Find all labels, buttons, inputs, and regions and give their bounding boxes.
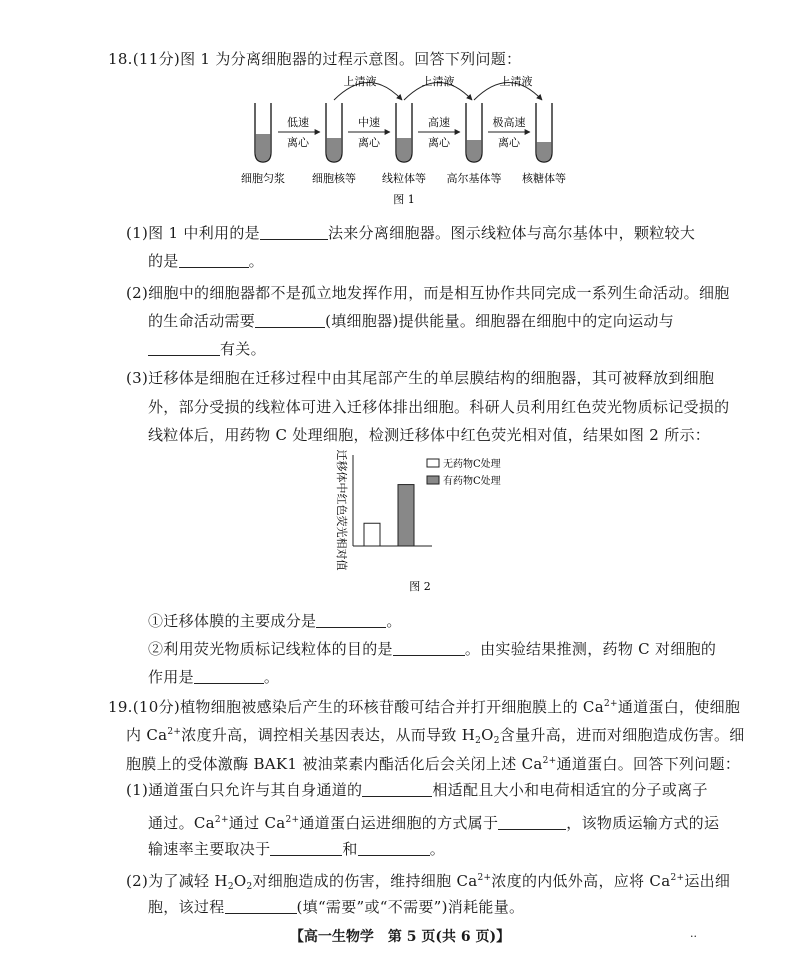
figure-2-chart [320, 450, 540, 600]
supernatant-label-2: 上清液 [421, 75, 455, 88]
tube-label-5: 核糖体等 [522, 172, 566, 185]
answer-blank-9[interactable] [498, 815, 566, 830]
step-4-top: 极高速 [492, 116, 526, 129]
q18-part2-line1: (2)细胞中的细胞器都不是孤立地发挥作用，而是相互协作共同完成一系列生命活动。细胞 [126, 284, 730, 302]
tube-label-1: 细胞匀浆 [241, 172, 285, 185]
tube-3 [396, 103, 412, 162]
q18-part1-line2: 的是 。 [148, 252, 264, 270]
answer-blank-10[interactable] [270, 841, 342, 856]
q18-sub2-line2: 作用是 。 [148, 668, 280, 686]
q18-sub2-line1: ②利用荧光物质标记线粒体的目的是 。由实验结果推测，药物 C 对细胞的 [148, 640, 717, 658]
q19-part1-line3: 输速率主要取决于 和 。 [148, 840, 446, 858]
answer-blank-2[interactable] [179, 253, 249, 268]
answer-blank-1[interactable] [260, 225, 328, 240]
q19-part2-line1: (2)为了减轻 $H_2O_2$对细胞造成的伤害，维持细胞 $Ca^{2+}$浓度的内低外高，应将 $Ca^{2+}$运出细 [126, 872, 731, 892]
legend-label-1: 无药物C处理 [443, 459, 501, 470]
answer-blank-12[interactable] [225, 899, 297, 914]
q18-part2-line2: 的生命活动需要 (填细胞器)提供能量。细胞器在细胞中的定向运动与 [148, 312, 675, 330]
legend-swatch-2 [427, 476, 439, 484]
q18-heading [108, 49, 521, 69]
q18-part3-line2: 外，部分受损的线粒体可进入迁移体排出细胞。科研人员利用红色荧光物质标记受损的 [148, 398, 730, 416]
q19-line2: 内 $Ca^{2+}$浓度升高，调控相关基因表达，从而导致 $H_2O_2$含量升高，进而对细胞造成伤害。细 [126, 726, 745, 746]
q18-intro: 图 1 为分离细胞器的过程示意图。回答下列问题： [180, 50, 522, 68]
figure-1-caption: 图 1 [393, 193, 415, 206]
step-1-top: 低速 [287, 116, 309, 129]
q18-part1-line1: (1)图 1 中利用的是 法来分离细胞器。图示线粒体与高尔基体中，颗粒较大 [126, 224, 696, 242]
q18-score: (11分) [132, 50, 181, 68]
tube-2 [326, 103, 342, 162]
supernatant-label-3: 上清液 [499, 75, 533, 88]
page-footer: 【高一生物学 第 5 页(共 6 页)】 [289, 929, 511, 945]
q18-number: 18. [108, 50, 133, 68]
answer-blank-8[interactable] [362, 782, 432, 797]
corner-mark: ·· [690, 930, 697, 943]
step-3-bottom: 离心 [428, 136, 450, 149]
answer-blank-4[interactable] [148, 341, 220, 356]
answer-blank-5[interactable] [316, 613, 386, 628]
tube-label-3: 线粒体等 [382, 172, 426, 185]
legend-swatch-1 [427, 459, 439, 467]
legend-label-2: 有药物C处理 [443, 476, 501, 487]
bar-1 [364, 523, 380, 546]
q18-sub1: ①迁移体膜的主要成分是 。 [148, 612, 402, 630]
bar-2 [398, 485, 414, 546]
step-2-top: 中速 [358, 116, 380, 129]
q19-line1: 19.(10分)植物细胞被感染后产生的环核苷酸可结合并打开细胞膜上的 $Ca^{2+}$通道蛋白，使细胞 [108, 698, 741, 716]
answer-blank-3[interactable] [255, 313, 325, 328]
step-1-bottom: 离心 [287, 136, 309, 149]
q18-part3-line1: (3)迁移体是细胞在迁移过程中由其尾部产生的单层膜结构的细胞器，其可被释放到细胞 [126, 369, 715, 387]
answer-blank-6[interactable] [393, 641, 465, 656]
q19-part1-line1: (1)通道蛋白只允许与其自身通道的 相适配且大小和电荷相适宜的分子或离子 [126, 781, 708, 799]
step-2-bottom: 离心 [358, 136, 380, 149]
tube-1 [255, 103, 271, 162]
q19-part2-line2: 胞，该过程 (填“需要”或“不需要”)消耗能量。 [148, 898, 525, 916]
tube-5 [536, 103, 552, 162]
tube-label-4: 高尔基体等 [446, 172, 502, 185]
answer-blank-7[interactable] [194, 669, 264, 684]
q19-part1-line2: 通过。$Ca^{2+}$通过 $Ca^{2+}$通道蛋白运进细胞的方式属于 ，该物质运输方式的运 [148, 814, 720, 832]
answer-blank-11[interactable] [358, 841, 430, 856]
q18-part3-line3: 线粒体后，用药物 C 处理细胞，检测迁移体中红色荧光相对值，结果如图 2 所示： [148, 426, 711, 444]
q18-part2-line3: 有关。 [148, 339, 266, 359]
q19-line3: 胞膜上的受体激酶 BAK1 被油菜素内酯活化后会关闭上述 $Ca^{2+}$通道蛋白。回答下列问题： [126, 755, 741, 773]
supernatant-label-1: 上清液 [343, 75, 377, 88]
step-4-bottom: 离心 [498, 136, 520, 149]
tube-4 [466, 103, 482, 162]
figure-2-caption: 图 2 [409, 580, 431, 593]
figure-1 [230, 70, 570, 210]
tube-label-2: 细胞核等 [312, 172, 356, 185]
step-3-top: 高速 [428, 116, 450, 129]
chart-ylabel: 迁移体中红色荧光相对值 [335, 450, 348, 571]
